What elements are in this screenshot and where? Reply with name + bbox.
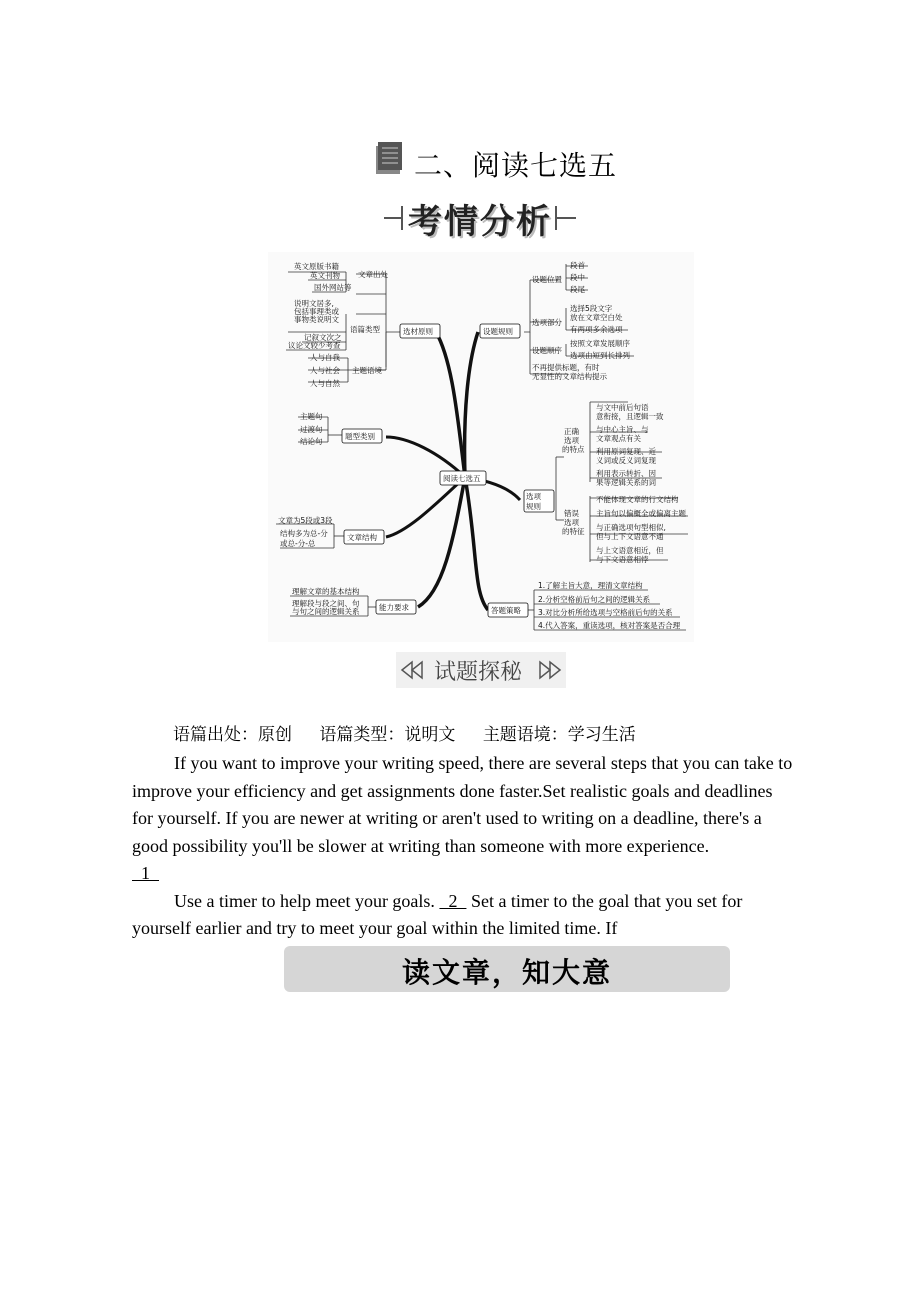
jiegou-item: 结构多为总-分 [280,529,328,538]
dati-item: 3.对比分析所给选项与空格前后句的关系 [538,608,673,617]
position-item: 段中 [570,273,585,282]
correct-item: 与中心主旨、与 [596,425,649,434]
correct-item: 义词或反义词复现 [596,456,656,465]
read-banner [284,946,730,992]
branch-tixing: 题型类别 [345,432,375,441]
context-item: 人与社会 [310,366,340,375]
wrong-item: 与正确选项句型相似, [596,523,666,532]
section-title-text: 二、阅读七选五 [414,149,618,182]
section-title [370,138,630,186]
mind-map [268,252,694,642]
branch-sheti: 设题规则 [483,327,513,336]
wrong-item: 主旨句以偏概全或偏离主题 [596,509,686,518]
options-item: 有两项多余选项 [570,325,623,334]
correct-item: 意衔接，且逻辑一致 [596,412,664,421]
position-item: 段首 [570,261,585,270]
wrong-label: 错误 [564,509,579,518]
order-item: 选项由短到长排列 [570,351,630,360]
jiegou-item: 文章为5段或3段 [278,516,333,525]
correct-item: 利用原词复现、近 [596,447,656,456]
sheti-note: 无显性的文章结构提示 [532,372,607,381]
paragraph-1-text: If you want to improve your writing speed, there are several steps that you can take to improve your efficiency and get assignments done faster.Set realistic goals and deadlines for yourself. If you are newer at writing or aren't used to writing on a deadline, there's a good possibility you'll be slower at writing than someone with more experience. [132,753,793,856]
correct-item: 利用表示转折、因 [596,469,656,478]
wrong-item: 不能体现文章的行文结构 [596,495,679,504]
genre-label: 语篇类型 [350,325,380,334]
genre-item: 包括事理类或 [294,307,339,316]
blank-1-line [132,860,796,888]
context-item: 人与自我 [310,353,340,362]
wrong-item: 与下文语意相悖 [596,555,649,564]
sub-banner-text: 试题探秘 [434,660,523,685]
position-item: 段尾 [570,285,585,294]
genre-item: 事物类说明文 [294,315,339,324]
wrong-item: 但与上下文语意不通 [596,532,664,541]
source-type: 语篇类型：说明文 [319,725,456,745]
blank-1: 1 [132,863,159,883]
source-item: 英文刊物 [310,271,340,280]
branch-xuanxiang-1: 选项 [526,492,541,501]
order-label: 设题顺序 [532,346,562,355]
source-item: 国外网站等 [314,283,352,292]
paragraph-1 [132,750,796,860]
correct-item: 果等逻辑关系的词 [596,478,656,487]
center-node: 阅读七选五 [443,474,481,483]
read-banner-text: 读文章，知大意 [401,956,612,989]
sheti-note: 不再提供标题，有时 [532,363,600,372]
order-item: 按照文章发展顺序 [570,339,630,348]
wrong-item: 与上文语意相近，但 [596,546,664,555]
correct-label: 选项 [564,436,579,445]
source-line [173,720,658,745]
options-item: 放在文章空白处 [570,313,623,322]
dati-item: 2.分析空格前后句之间的逻辑关系 [538,595,651,604]
paragraph-2 [132,888,796,943]
correct-item: 与文中前后句语 [596,403,649,412]
dati-item: 4.代入答案，重读选项，核对答案是否合理 [538,621,681,630]
book-icon [372,140,406,178]
blank-2: 2 [439,890,467,911]
context-item: 人与自然 [310,379,340,388]
banner-text: 考情分析 [408,202,552,242]
branch-xuancai: 选材原则 [403,327,433,336]
wrong-label: 的特征 [562,527,585,536]
correct-item: 文章观点有关 [596,434,641,443]
branch-dati: 答题策略 [491,606,521,615]
paragraph-2-text-b: Set a timer to the goal that you set for yourself earlier and try to meet your goal within the limited time. If [132,890,743,938]
branch-xuanxiang-2: 规则 [526,502,541,511]
nengli-item: 理解文章的基本结构 [292,587,360,596]
source-item: 英文原版书籍 [294,262,339,271]
source-label: 文章出处 [358,270,388,279]
tixing-item: 主题句 [300,412,323,421]
nengli-item: 与句之间的逻辑关系 [292,607,360,616]
nengli-item: 理解段与段之间、句 [292,599,360,608]
tixing-item: 过渡句 [300,425,323,434]
genre-item: 记叙文次之 [304,333,342,342]
genre-item: 说明文居多, [294,299,334,308]
position-label: 设题位置 [532,275,562,284]
paragraph-2-text-a: Use a timer to help meet your goals. [174,890,435,911]
correct-label: 正确 [564,427,579,436]
analysis-banner [380,192,580,244]
branch-jiegou: 文章结构 [347,533,377,542]
jiegou-item: 或总-分-总 [280,539,316,548]
tixing-item: 结论句 [300,437,323,446]
options-item: 选择5段文字 [570,304,613,313]
context-label: 主题语境 [352,366,382,375]
source-origin: 语篇出处：原创 [173,725,292,745]
source-context: 主题语境：学习生活 [482,725,636,745]
correct-label: 的特点 [562,445,585,454]
genre-item: 议论文较少考查 [288,341,341,350]
options-label: 选项部分 [532,318,562,327]
wrong-label: 选项 [564,518,579,527]
sub-banner [396,652,566,688]
branch-nengli: 能力要求 [379,603,409,612]
dati-item: 1.了解主旨大意，理清文章结构 [538,581,643,590]
passage [132,750,796,943]
